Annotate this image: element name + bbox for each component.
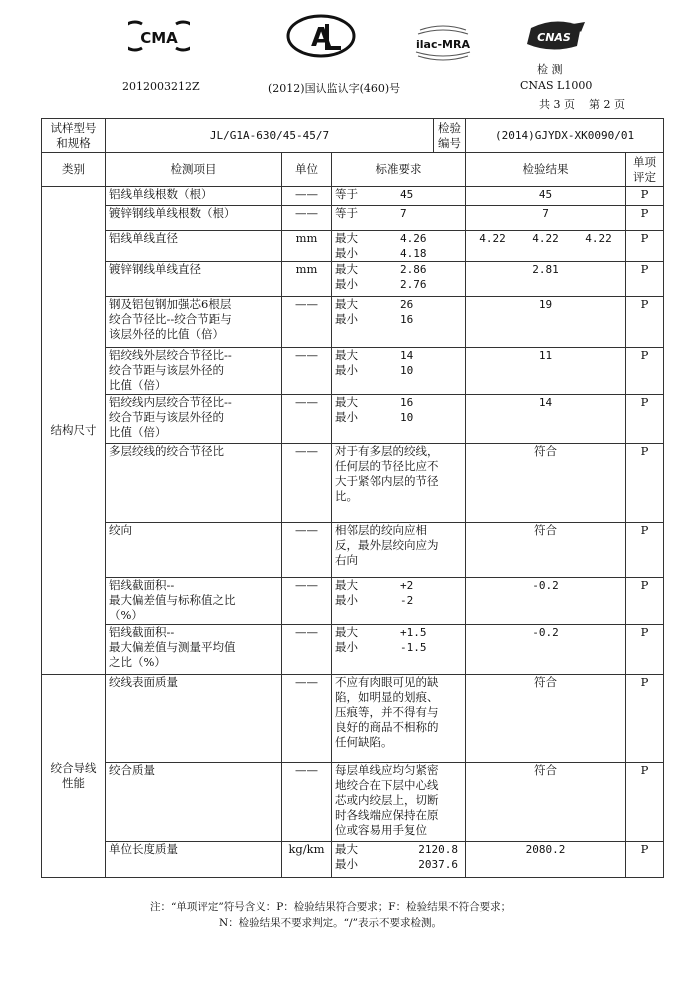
rating: P (626, 187, 664, 206)
test-result: 符合 (466, 675, 626, 763)
standard-requirement: 最大 16 最小 10 (332, 395, 466, 444)
test-item: 绞线表面质量 (106, 675, 282, 763)
rating: P (626, 231, 664, 262)
standard-requirement: 最大 +2 最小 -2 (332, 578, 466, 625)
column-header-row (42, 153, 664, 187)
cnas-logo (521, 20, 589, 52)
standard-requirement: 对于有多层的绞线， 任何层的节径比应不 大于紧邻内层的节径 比。 (332, 444, 466, 523)
unit: kg/km (282, 842, 332, 878)
rating: P (626, 444, 664, 523)
test-item: 镀锌钢线单线根数（根） (106, 206, 282, 231)
table-row (42, 523, 664, 578)
col-unit: 单位 (282, 153, 332, 187)
rating: P (626, 395, 664, 444)
test-item: 铝绞线内层绞合节径比-- 绞合节距与该层外径的 比值（倍） (106, 395, 282, 444)
test-result: 19 (466, 297, 626, 348)
category-structure: 结构尺寸 (42, 187, 106, 675)
table-row (42, 262, 664, 297)
table-row (42, 578, 664, 625)
test-item: 铝线截面积-- 最大偏差值与测量平均值 之比（%） (106, 625, 282, 675)
unit: —— (282, 187, 332, 206)
test-item: 镀锌钢线单线直径 (106, 262, 282, 297)
standard-requirement: 等于 45 (332, 187, 466, 206)
col-standard: 标准要求 (332, 153, 466, 187)
test-result: -0.2 (466, 578, 626, 625)
test-item: 单位长度质量 (106, 842, 282, 878)
category-performance: 绞合导线 性能 (42, 675, 106, 878)
rating: P (626, 297, 664, 348)
footnote-line2: N：检验结果不要求判定。“/”表示不要求检测。 (219, 917, 442, 929)
cma-logo (128, 18, 190, 54)
table-row (42, 763, 664, 842)
rating: P (626, 206, 664, 231)
unit: mm (282, 262, 332, 297)
test-item: 铝绞线外层绞合节径比-- 绞合节距与该层外径的 比值（倍） (106, 348, 282, 395)
table-row (42, 231, 664, 262)
table-row (42, 625, 664, 675)
standard-requirement: 最大 +1.5 最小 -1.5 (332, 625, 466, 675)
test-result: 符合 (466, 444, 626, 523)
rating: P (626, 763, 664, 842)
col-rating: 单项 评定 (626, 153, 664, 187)
standard-requirement: 最大 2.86 最小 2.76 (332, 262, 466, 297)
rating: P (626, 523, 664, 578)
ilac-mra-logo (412, 22, 474, 64)
test-results-table (41, 118, 664, 878)
unit: —— (282, 625, 332, 675)
test-result: 4.22 4.22 4.22 (466, 231, 626, 262)
table-row (42, 444, 664, 523)
footnote-line1: 注：“单项评定”符号含义：P：检验结果符合要求；F：检验结果不符合要求； (150, 901, 512, 913)
test-item: 铝线截面积-- 最大偏差值与标称值之比 （%） (106, 578, 282, 625)
svg-text:A: A (310, 23, 332, 53)
rating: P (626, 348, 664, 395)
standard-requirement: 最大 14 最小 10 (332, 348, 466, 395)
test-item: 绞向 (106, 523, 282, 578)
rating: P (626, 842, 664, 878)
rating: P (626, 625, 664, 675)
svg-text:CMA: CMA (140, 29, 178, 47)
standard-requirement: 等于 7 (332, 206, 466, 231)
standard-requirement: 不应有肉眼可见的缺 陷，如明显的划痕、 压痕等，并不得有与 良好的商品不相称的 任何缺陷。 (332, 675, 466, 763)
test-result: 11 (466, 348, 626, 395)
code-label: 检验 编号 (434, 119, 466, 153)
test-item: 铝线单线根数（根） (106, 187, 282, 206)
page-info: 共 3 页 第 2 页 (539, 98, 625, 111)
test-result: 符合 (466, 523, 626, 578)
test-result: 7 (466, 206, 626, 231)
unit: —— (282, 578, 332, 625)
standard-requirement: 最大 4.26 最小 4.18 (332, 231, 466, 262)
table-row (42, 187, 664, 206)
cma-number: 2012003212Z (122, 80, 200, 93)
test-result: 2080.2 (466, 842, 626, 878)
unit: —— (282, 297, 332, 348)
test-item: 钢及铝包钢加强芯6根层 绞合节径比--绞合节距与 该层外径的比值（倍） (106, 297, 282, 348)
test-result: 45 (466, 187, 626, 206)
rating: P (626, 675, 664, 763)
table-row (42, 395, 664, 444)
standard-requirement: 最大 2120.8 最小 2037.6 (332, 842, 466, 878)
unit: —— (282, 763, 332, 842)
unit: —— (282, 348, 332, 395)
cal-logo (285, 14, 357, 58)
standard-requirement: 最大 26 最小 16 (332, 297, 466, 348)
table-row (42, 842, 664, 878)
unit: mm (282, 231, 332, 262)
code-value: (2014)GJYDX-XK0090/01 (466, 119, 664, 153)
unit: —— (282, 523, 332, 578)
cnas-label: 检 测 (537, 63, 563, 76)
unit: —— (282, 444, 332, 523)
col-result: 检验结果 (466, 153, 626, 187)
cnas-number: CNAS L1000 (520, 79, 593, 92)
rating: P (626, 578, 664, 625)
unit: —— (282, 675, 332, 763)
table-row (42, 297, 664, 348)
svg-text:ilac-MRA: ilac-MRA (416, 38, 470, 51)
test-item: 多层绞线的绞合节径比 (106, 444, 282, 523)
svg-text:CNAS: CNAS (537, 31, 571, 44)
sample-info-row (42, 119, 664, 153)
standard-requirement: 相邻层的绞向应相 反，最外层绞向应为 右向 (332, 523, 466, 578)
test-item: 绞合质量 (106, 763, 282, 842)
col-item: 检测项目 (106, 153, 282, 187)
standard-requirement: 每层单线应均匀紧密 地绞合在下层中心线 芯或内绞层上，切断 时各线端应保持在原 位或容易用手复位 (332, 763, 466, 842)
unit: —— (282, 206, 332, 231)
table-row (42, 206, 664, 231)
rating: P (626, 262, 664, 297)
col-category: 类别 (42, 153, 106, 187)
test-result: -0.2 (466, 625, 626, 675)
test-item: 铝线单线直径 (106, 231, 282, 262)
table-row (42, 675, 664, 763)
cal-number: (2012)国认监认字(460)号 (268, 82, 401, 95)
table-row (42, 348, 664, 395)
test-result: 符合 (466, 763, 626, 842)
test-result: 2.81 (466, 262, 626, 297)
test-result: 14 (466, 395, 626, 444)
model-value: JL/G1A-630/45-45/7 (106, 119, 434, 153)
unit: —— (282, 395, 332, 444)
model-label: 试样型号 和规格 (42, 119, 106, 153)
